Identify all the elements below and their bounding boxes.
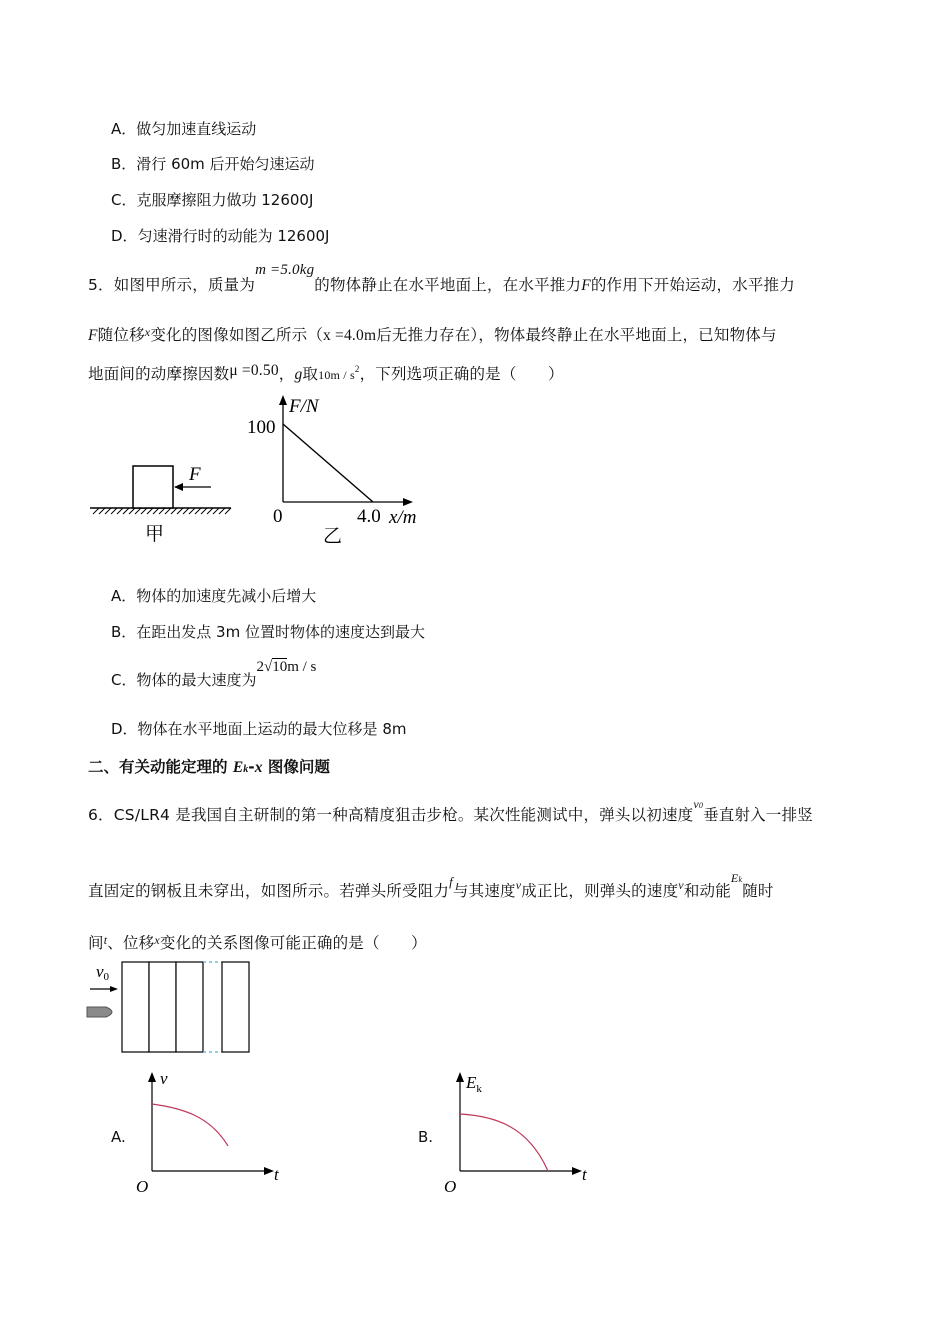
section-2-heading: 二、有关动能定理的 Ek-x 图像问题 (88, 758, 330, 776)
q5-line-1: 5．如图甲所示，质量为m =5.0kg的物体静止在水平地面上，在水平推力F的作用下开始运动，水平推力 (88, 262, 795, 294)
q5-option-b: B．在距出发点 3m 位置时物体的速度达到最大 (111, 623, 425, 641)
x-tick-4: 4.0 (357, 506, 381, 527)
ek-axis-arrowhead (456, 1072, 464, 1082)
v0-label: v0 (96, 962, 110, 983)
bullet (87, 1007, 112, 1017)
ek-t-curve (460, 1114, 548, 1171)
x-axis-label: x/m (389, 507, 417, 528)
q6-option-a-letter: A. (111, 1128, 126, 1146)
q4-option-a: A．做匀加速直线运动 (111, 120, 257, 138)
t-axis-arrowhead (264, 1167, 274, 1175)
t-axis-label: t (274, 1165, 279, 1184)
f-axis-arrowhead (279, 395, 287, 405)
q4-option-b: B．滑行 60m 后开始匀速运动 (111, 155, 315, 173)
q6-option-b-graph (440, 1068, 600, 1198)
ek-axis-label: $E_k$ (466, 1073, 482, 1095)
q4-option-d: D．匀速滑行时的动能为 12600J (111, 227, 330, 245)
q5-line-3: 地面间的动摩擦因数μ =0.50，g取$10m / s^2$，下列选项正确的是（ ） (88, 362, 564, 383)
v-t-curve (152, 1104, 228, 1146)
q5-option-a: A．物体的加速度先减小后增大 (111, 587, 317, 605)
force-label: F (189, 464, 201, 485)
q4-option-c: C．克服摩擦阻力做功 12600J (111, 191, 314, 209)
x-axis-arrowhead (403, 498, 413, 506)
t-axis-arrowhead (572, 1167, 582, 1175)
q5-line-2: F随位移$^x$变化的图像如图乙所示（x =4.0m后无推力存在），物体最终静止在水平地面上，已知物体与 (88, 325, 777, 344)
force-line (283, 424, 373, 502)
origin-o: O (444, 1177, 457, 1196)
q5-option-d: D．物体在水平地面上运动的最大位移是 8m (111, 720, 407, 738)
figure-yi-label: 乙 (323, 526, 343, 547)
steel-plate-3 (176, 962, 203, 1052)
v-axis-arrowhead (148, 1072, 156, 1082)
q5-option-c: C．物体的最大速度为2√10m / s (111, 659, 317, 689)
origin-o: O (136, 1177, 149, 1196)
figure-5 (85, 392, 445, 552)
ground-hatching (93, 508, 231, 514)
max-speed-expression: 2√10m / s (256, 659, 317, 675)
q6-line-2: 直固定的钢板且未穿出，如图所示。若弹头所受阻力$^f$与其速度$^v$成正比，则弹头的速度$^v$和动能$^{Ek}$随时 (88, 871, 774, 900)
f-tick-100: 100 (247, 417, 276, 438)
q6-line-3: 间$^t$、位移$^x$变化的关系图像可能正确的是（ ） (88, 933, 427, 952)
force-arrowhead (174, 483, 183, 491)
figure-6 (84, 955, 259, 1060)
origin-label: 0 (273, 506, 283, 527)
q6-line-1: 6．CS/LR4 是我国自主研制的第一种高精度狙击步枪。某次性能测试中，弹头以初速度$^{v0}$垂直射入一排竖 (88, 797, 813, 824)
figure-jia-label: 甲 (145, 524, 165, 545)
q6-option-a-graph (132, 1068, 292, 1198)
f-axis-label: F/N (289, 396, 319, 417)
t-axis-label: t (582, 1165, 587, 1184)
block (133, 466, 173, 508)
steel-plate-2 (149, 962, 176, 1052)
q6-option-b-letter: B. (418, 1128, 434, 1146)
v-axis-label: v (160, 1069, 168, 1088)
steel-plate-last (222, 962, 249, 1052)
steel-plate-1 (122, 962, 149, 1052)
v0-arrowhead (110, 986, 118, 992)
